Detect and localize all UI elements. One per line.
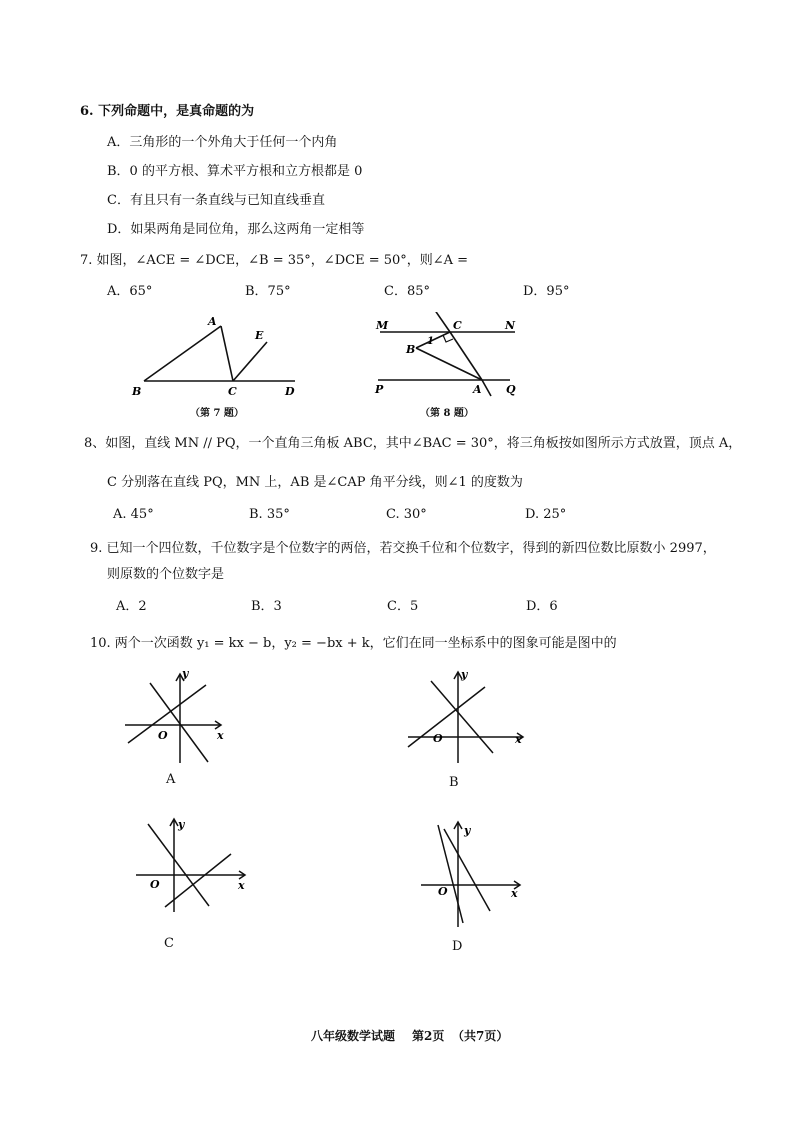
q9-stem-line2: 则原数的个位数字是 [107, 567, 225, 582]
q7-option-c: C．85° [384, 284, 430, 299]
graph-b-x-label: x [515, 733, 522, 746]
graph-c-x-label: x [238, 879, 245, 892]
q7-stem: 7. 如图，∠ACE = ∠DCE，∠B = 35°，∠DCE = 50°，则∠A = [80, 253, 469, 268]
graph-b-origin: O [433, 732, 443, 745]
label-p: P [375, 383, 384, 396]
q8-option-b: B. 35° [249, 507, 290, 522]
q9-option-d: D．6 [526, 599, 558, 614]
graph-d-y-label: y [464, 824, 471, 837]
graph-d-line-2 [444, 829, 490, 911]
q8-option-d: D. 25° [525, 507, 567, 522]
graph-a-origin: O [158, 729, 168, 742]
footer-page: 第2页 [412, 1029, 445, 1043]
graph-a-y-label: y [182, 667, 189, 680]
graph-b-line-2 [408, 687, 485, 747]
graph-d-x-label: x [511, 887, 518, 900]
graph-c-line-2 [165, 854, 231, 907]
label-m: M [376, 319, 389, 332]
segment-ac [221, 326, 233, 381]
q6-option-c: C．有且只有一条直线与已知直线垂直 [107, 193, 325, 208]
q6-option-b: B．0 的平方根、算术平方根和立方根都是 0 [107, 164, 363, 179]
graph-a-caption: A [166, 772, 176, 787]
q6-stem: 6. 下列命题中，是真命题的为 [80, 104, 255, 119]
graph-b-caption: B [449, 775, 459, 790]
graph-d [418, 815, 528, 930]
graph-b [403, 665, 528, 765]
label-c8: C [453, 319, 462, 332]
label-e: E [255, 329, 264, 342]
figure-q8-caption: （第 8 题） [420, 408, 474, 419]
figure-q8 [370, 312, 525, 402]
label-b: B [132, 385, 142, 398]
q7-option-d: D．95° [523, 284, 570, 299]
extension-ca [482, 380, 491, 396]
footer-title: 八年级数学试题 [311, 1029, 396, 1043]
q9-stem-line1: 9. 已知一个四位数，千位数字是个位数字的两倍，若交换千位和个位数字，得到的新四位数比原数小 2997， [90, 541, 716, 556]
label-angle-1: 1 [427, 336, 434, 347]
figure-q7-caption: （第 7 题） [190, 408, 244, 419]
graph-a-x-label: x [217, 729, 224, 742]
q9-option-a: A．2 [116, 599, 147, 614]
graph-a-line-1 [150, 683, 208, 762]
extension-ac [432, 312, 450, 332]
graph-d-origin: O [438, 885, 448, 898]
q9-option-b: B．3 [251, 599, 282, 614]
graph-c-origin: O [150, 878, 160, 891]
ray-ce [233, 342, 267, 381]
label-a: A [208, 315, 217, 328]
graph-c [133, 812, 253, 917]
q8-option-c: C. 30° [386, 507, 427, 522]
graph-b-y-label: y [461, 668, 468, 681]
figure-q7 [125, 308, 315, 400]
q8-stem-line1: 8、如图，直线 MN // PQ，一个直角三角板 ABC，其中∠BAC = 30°，将三角板按如图所示方式放置，顶点 A， [84, 436, 742, 451]
label-q: Q [506, 383, 516, 396]
footer-total-pages: （共7页） [452, 1029, 509, 1043]
graph-c-y-label: y [178, 818, 185, 831]
q9-option-c: C．5 [387, 599, 419, 614]
label-b8: B [406, 343, 416, 356]
segment-ab [144, 326, 221, 381]
right-angle-mark [443, 335, 453, 342]
q7-option-a: A．65° [107, 284, 153, 299]
q6-option-d: D．如果两角是同位角，那么这两角一定相等 [107, 222, 365, 237]
graph-c-line-1 [148, 824, 209, 906]
label-a8: A [473, 383, 482, 396]
q8-option-a: A. 45° [113, 507, 154, 522]
graph-a [120, 665, 235, 765]
q8-stem-line2: C 分别落在直线 PQ，MN 上，AB 是∠CAP 角平分线，则∠1 的度数为 [107, 475, 523, 490]
label-d: D [285, 385, 295, 398]
label-c: C [228, 385, 237, 398]
graph-c-caption: C [164, 936, 174, 951]
label-n: N [505, 319, 516, 332]
q7-option-b: B．75° [245, 284, 291, 299]
q6-option-a: A．三角形的一个外角大于任何一个内角 [107, 135, 338, 150]
q10-stem: 10. 两个一次函数 y₁ = kx − b，y₂ = −bx + k，它们在同一坐标系中的图象可能是图中的 [90, 636, 617, 651]
graph-d-caption: D [452, 939, 463, 954]
